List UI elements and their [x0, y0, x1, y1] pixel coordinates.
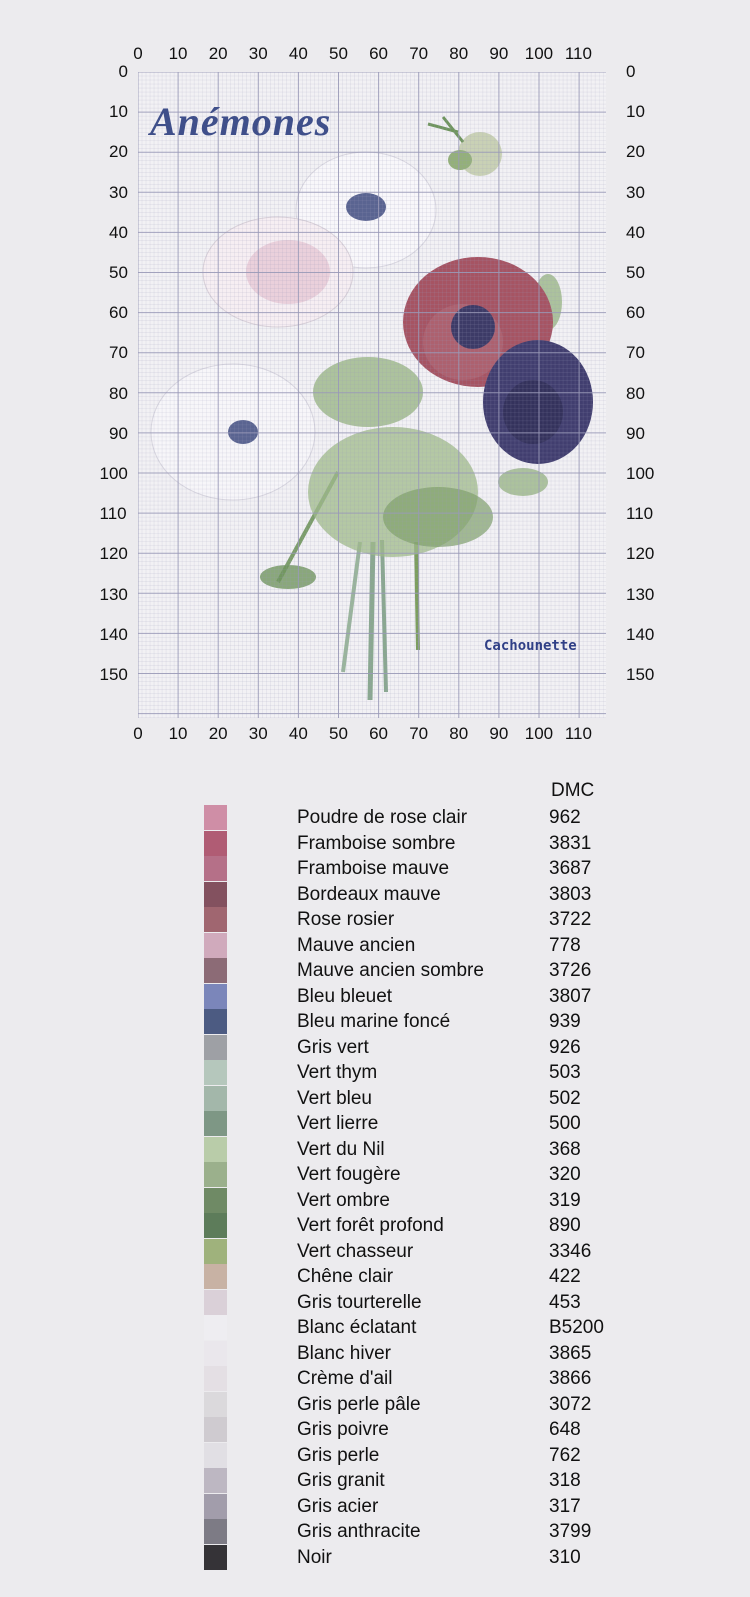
right-axis-tick-40: 40 [626, 222, 645, 242]
dmc-code: 778 [549, 934, 581, 956]
thread-color-name: Vert lierre [297, 1113, 379, 1134]
dmc-code: 3726 [549, 960, 592, 981]
color-swatch [204, 1239, 227, 1264]
legend-row [204, 1366, 624, 1392]
thread-color-name: Gris anthracite [297, 1521, 421, 1542]
right-axis-tick-70: 70 [626, 343, 645, 363]
dmc-code: 500 [549, 1113, 581, 1134]
left-axis-tick-30: 30 [109, 182, 128, 202]
legend-row [204, 1468, 624, 1494]
thread-color-name: Vert bleu [297, 1087, 372, 1109]
thread-color-name: Gris vert [297, 1036, 369, 1058]
color-swatch [204, 1545, 227, 1570]
legend-row [204, 1060, 624, 1086]
dmc-code: 3072 [549, 1393, 592, 1415]
top-axis-tick-90: 90 [489, 44, 509, 63]
thread-color-name: Vert forêt profond [297, 1215, 444, 1236]
legend-row [204, 984, 624, 1010]
top-axis-tick-20: 20 [208, 44, 228, 63]
dmc-code: 318 [549, 1470, 581, 1491]
legend-row [204, 805, 624, 831]
bottom-axis-tick-80: 80 [449, 724, 469, 743]
thread-color-name: Crème d'ail [297, 1368, 393, 1389]
color-swatch [204, 933, 227, 958]
left-axis-tick-120: 120 [99, 544, 128, 564]
dmc-code: 310 [549, 1546, 581, 1568]
legend-row [204, 1111, 624, 1137]
legend-row [204, 958, 624, 984]
thread-color-name: Framboise sombre [297, 832, 456, 854]
left-axis-tick-90: 90 [109, 423, 128, 443]
right-axis-tick-90: 90 [626, 423, 645, 443]
dmc-code: 422 [549, 1266, 581, 1287]
top-axis-tick-60: 60 [369, 44, 389, 63]
dmc-code: 319 [549, 1189, 581, 1211]
legend-row [204, 933, 624, 959]
dark-anemone [483, 340, 593, 464]
color-swatch [204, 1341, 227, 1366]
right-axis-tick-50: 50 [626, 263, 645, 282]
color-swatch [204, 1290, 227, 1315]
color-swatch [204, 1315, 227, 1340]
legend-row [204, 1494, 624, 1520]
right-axis-tick-100: 100 [626, 464, 655, 483]
color-swatch [204, 831, 227, 856]
stitch-grid [138, 72, 606, 718]
right-axis-tick-110: 110 [626, 504, 654, 524]
thread-color-name: Vert thym [297, 1062, 378, 1083]
dmc-code: 3799 [549, 1521, 592, 1542]
top-axis-tick-10: 10 [168, 44, 188, 63]
color-swatch [204, 1366, 227, 1391]
left-axis-tick-80: 80 [109, 383, 128, 403]
color-swatch [204, 1009, 227, 1034]
top-axis-tick-0: 0 [133, 44, 143, 63]
bottom-axis-tick-40: 40 [288, 724, 308, 743]
legend-row [204, 1519, 624, 1545]
bottom-axis-tick-90: 90 [489, 724, 509, 743]
dmc-column-header: DMC [551, 780, 595, 801]
right-axis-tick-60: 60 [626, 303, 645, 323]
color-swatch [204, 984, 227, 1009]
dmc-code: 3346 [549, 1240, 592, 1262]
bottom-axis-tick-70: 70 [409, 724, 429, 743]
dmc-code: 453 [549, 1291, 581, 1313]
left-axis-tick-0: 0 [118, 62, 128, 81]
dmc-code: 3831 [549, 832, 592, 854]
color-swatch [204, 1519, 227, 1544]
dmc-code: 317 [549, 1495, 581, 1517]
chart-title: Anémones [150, 99, 332, 144]
thread-color-name: Blanc hiver [297, 1342, 391, 1364]
dmc-code: 320 [549, 1164, 581, 1185]
color-swatch [204, 907, 227, 932]
left-axis-tick-70: 70 [109, 343, 128, 363]
legend-row [204, 1162, 624, 1188]
color-swatch [204, 1264, 227, 1289]
thread-color-name: Poudre de rose clair [297, 807, 468, 828]
legend-row [204, 1545, 624, 1571]
left-axis-tick-100: 100 [99, 464, 128, 483]
legend-row [204, 1086, 624, 1112]
thread-color-name: Gris perle pâle [297, 1393, 421, 1415]
color-swatch [204, 1162, 227, 1187]
top-axis-tick-110: 110 [564, 44, 592, 63]
legend-row [204, 856, 624, 882]
color-swatch [204, 1468, 227, 1493]
bottom-axis-tick-30: 30 [248, 724, 268, 743]
color-swatch [204, 1137, 227, 1162]
bottom-axis-tick-10: 10 [168, 724, 188, 743]
dmc-code: 939 [549, 1011, 581, 1032]
thread-color-name: Vert fougère [297, 1164, 401, 1185]
color-swatch [204, 882, 227, 907]
dmc-code: 890 [549, 1215, 581, 1236]
color-swatch [204, 1111, 227, 1136]
right-axis-tick-0: 0 [626, 62, 636, 81]
legend-row [204, 1341, 624, 1367]
color-swatch [204, 1417, 227, 1442]
left-axis-tick-40: 40 [109, 222, 128, 242]
left-axis-tick-150: 150 [99, 665, 128, 684]
right-axis-tick-150: 150 [626, 665, 655, 684]
legend-row [204, 831, 624, 857]
thread-color-name: Blanc éclatant [297, 1317, 417, 1338]
thread-color-name: Framboise mauve [297, 858, 450, 879]
right-axis-tick-130: 130 [626, 584, 655, 604]
thread-color-name: Mauve ancien [297, 934, 416, 956]
left-axis-tick-140: 140 [99, 624, 128, 644]
dmc-code: 762 [549, 1444, 581, 1466]
thread-color-name: Vert du Nil [297, 1138, 385, 1160]
dmc-code: 3722 [549, 909, 592, 930]
thread-color-name: Bleu marine foncé [297, 1011, 451, 1032]
legend-row [204, 1188, 624, 1214]
dmc-code: 648 [549, 1419, 581, 1440]
designer-signature: Cachounette [484, 638, 577, 654]
dmc-code: 503 [549, 1062, 581, 1083]
legend-row [204, 1315, 624, 1341]
left-axis-tick-60: 60 [109, 303, 128, 323]
thread-color-name: Gris granit [297, 1470, 385, 1491]
thread-color-name: Gris perle [297, 1444, 380, 1466]
color-swatch [204, 1060, 227, 1085]
legend-row [204, 1137, 624, 1163]
thread-color-name: Vert ombre [297, 1189, 390, 1211]
top-axis-tick-100: 100 [524, 44, 554, 63]
top-axis-tick-80: 80 [449, 44, 469, 63]
legend-row [204, 882, 624, 908]
bottom-axis-tick-100: 100 [524, 724, 554, 743]
legend-row [204, 1035, 624, 1061]
thread-color-name: Chêne clair [297, 1266, 394, 1287]
legend-row [204, 1239, 624, 1265]
cross-stitch-chart [0, 0, 750, 770]
bottom-axis-tick-110: 110 [564, 724, 592, 743]
thread-color-name: Gris poivre [297, 1419, 389, 1440]
right-axis-tick-120: 120 [626, 544, 655, 564]
legend-row [204, 1417, 624, 1443]
left-axis-tick-130: 130 [99, 584, 128, 604]
dmc-code: 926 [549, 1036, 581, 1058]
dmc-code: 3687 [549, 858, 592, 879]
left-axis-tick-20: 20 [109, 142, 128, 162]
dmc-code: 3807 [549, 985, 592, 1007]
color-swatch [204, 805, 227, 830]
color-swatch [204, 1188, 227, 1213]
thread-color-name: Gris tourterelle [297, 1291, 422, 1313]
legend-row [204, 1213, 624, 1239]
bottom-axis-tick-50: 50 [329, 724, 348, 743]
dmc-code: 962 [549, 807, 581, 828]
dmc-code: 368 [549, 1138, 581, 1160]
dmc-code: 3866 [549, 1368, 592, 1389]
top-axis-tick-40: 40 [288, 44, 308, 63]
dmc-code: 3803 [549, 883, 592, 905]
legend-row [204, 1290, 624, 1316]
color-swatch [204, 1213, 227, 1238]
thread-color-name: Bleu bleuet [297, 985, 393, 1007]
thread-color-name: Vert chasseur [297, 1240, 414, 1262]
left-axis-tick-50: 50 [109, 263, 128, 282]
right-axis-tick-140: 140 [626, 624, 655, 644]
bottom-axis-tick-0: 0 [133, 724, 143, 743]
top-axis-tick-30: 30 [248, 44, 268, 63]
color-swatch [204, 1392, 227, 1417]
color-swatch [204, 856, 227, 881]
thread-color-name: Noir [297, 1546, 332, 1568]
right-axis-tick-20: 20 [626, 142, 645, 162]
thread-color-name: Rose rosier [297, 909, 395, 930]
thread-color-name: Mauve ancien sombre [297, 960, 484, 981]
legend-row [204, 907, 624, 933]
right-axis-tick-10: 10 [626, 102, 645, 122]
color-swatch [204, 1443, 227, 1468]
bottom-axis-tick-60: 60 [369, 724, 389, 743]
bottom-axis-tick-20: 20 [208, 724, 228, 743]
left-axis-tick-110: 110 [99, 504, 127, 524]
top-axis-tick-70: 70 [409, 44, 429, 63]
top-axis-tick-50: 50 [329, 44, 348, 63]
legend-row [204, 1443, 624, 1469]
dmc-code: B5200 [549, 1317, 604, 1338]
color-swatch [204, 958, 227, 983]
dmc-code: 3865 [549, 1342, 592, 1364]
left-axis-tick-10: 10 [109, 102, 128, 122]
color-swatch [204, 1086, 227, 1111]
color-swatch [204, 1494, 227, 1519]
legend-row [204, 1264, 624, 1290]
thread-color-name: Bordeaux mauve [297, 883, 441, 905]
dmc-code: 502 [549, 1087, 581, 1109]
legend-row [204, 1392, 624, 1418]
right-axis-tick-30: 30 [626, 182, 645, 202]
right-axis-tick-80: 80 [626, 383, 645, 403]
color-swatch [204, 1035, 227, 1060]
legend-row [204, 1009, 624, 1035]
thread-color-name: Gris acier [297, 1495, 379, 1517]
